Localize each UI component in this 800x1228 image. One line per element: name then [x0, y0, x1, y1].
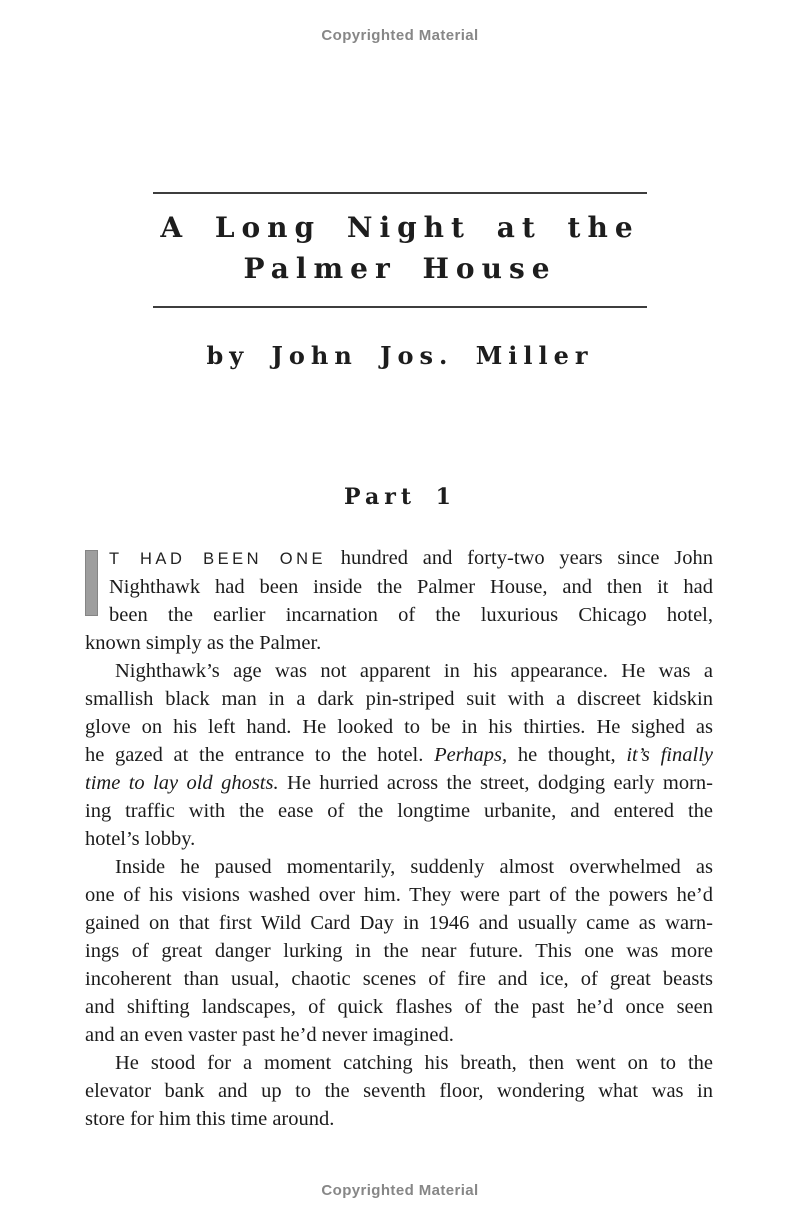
chapter-title-block: [153, 192, 647, 308]
text-segment: he thought,: [507, 744, 627, 766]
text-line: [85, 825, 713, 853]
text-line: [85, 769, 713, 797]
text-line: [85, 909, 713, 937]
text-line: [85, 937, 713, 965]
paragraph: [85, 657, 713, 853]
text-segment: one of his visions washed over him. They were part of the powers he’d: [85, 884, 713, 906]
text-segment: He stood for a moment catching his breath, then went on to the: [115, 1052, 713, 1074]
text-line: [85, 544, 713, 573]
text-line: [85, 1049, 713, 1077]
text-line: [85, 1021, 713, 1049]
chapter-title-line1: A Long Night at the: [160, 211, 640, 244]
text-line: [85, 741, 713, 769]
text-segment: and shifting landscapes, of quick flashes of the past he’d once seen: [85, 996, 713, 1018]
text-segment: gained on that first Wild Card Day in 1946 and usually came as warn-: [85, 912, 713, 934]
small-caps-opener: T HAD BEEN ONE: [109, 550, 327, 568]
text-segment: ings of great danger lurking in the near future. This one was more: [85, 940, 713, 962]
text-line: [85, 713, 713, 741]
part-heading: Part 1: [344, 484, 456, 510]
text-line: [85, 657, 713, 685]
chapter-title-line2: Palmer House: [243, 252, 557, 285]
paragraph: [85, 853, 713, 1049]
byline: by John Jos. Miller: [206, 341, 594, 370]
body-text: [85, 544, 713, 1133]
text-segment: elevator bank and up to the seventh floor, wondering what was in: [85, 1080, 713, 1102]
text-segment: smallish black man in a dark pin-striped suit with a discreet kidskin: [85, 688, 713, 710]
text-segment: it’s finally: [626, 744, 713, 766]
copyright-notice-top: Copyrighted Material: [321, 27, 479, 44]
paragraph: [85, 544, 713, 657]
text-line: [85, 965, 713, 993]
text-segment: hotel’s lobby.: [85, 828, 196, 850]
text-segment: He hurried across the street, dodging early morn-: [278, 772, 713, 794]
text-segment: hundred and forty-two years since John: [326, 547, 713, 569]
text-line: [85, 797, 713, 825]
text-line: [85, 629, 713, 657]
text-line: [85, 1077, 713, 1105]
text-line: [85, 1105, 713, 1133]
drop-cap-bar: [85, 550, 98, 616]
text-segment: Nighthawk had been inside the Palmer House, and then it had: [109, 576, 713, 598]
text-line: [85, 685, 713, 713]
text-segment: he gazed at the entrance to the hotel.: [85, 744, 435, 766]
text-line: [85, 881, 713, 909]
text-segment: glove on his left hand. He looked to be in his thirties. He sighed as: [85, 716, 713, 738]
text-line: [85, 573, 713, 601]
text-segment: store for him this time around.: [85, 1108, 335, 1130]
text-line: [85, 993, 713, 1021]
text-line: [85, 853, 713, 881]
copyright-notice-bottom: Copyrighted Material: [321, 1182, 479, 1199]
text-line: [85, 601, 713, 629]
paragraph: [85, 1049, 713, 1133]
text-segment: incoherent than usual, chaotic scenes of fire and ice, of great beasts: [85, 968, 713, 990]
text-segment: and an even vaster past he’d never imagined.: [85, 1024, 454, 1046]
chapter-title: [153, 207, 647, 289]
text-segment: Perhaps,: [434, 744, 508, 766]
text-segment: been the earlier incarnation of the luxurious Chicago hotel,: [109, 604, 713, 626]
text-segment: ing traffic with the ease of the longtime urbanite, and entered the: [85, 800, 713, 822]
text-segment: time to lay old ghosts.: [85, 772, 279, 794]
text-segment: Inside he paused momentarily, suddenly almost overwhelmed as: [115, 856, 713, 878]
text-segment: Nighthawk’s age was not apparent in his appearance. He was a: [115, 660, 713, 682]
text-segment: known simply as the Palmer.: [85, 632, 322, 654]
